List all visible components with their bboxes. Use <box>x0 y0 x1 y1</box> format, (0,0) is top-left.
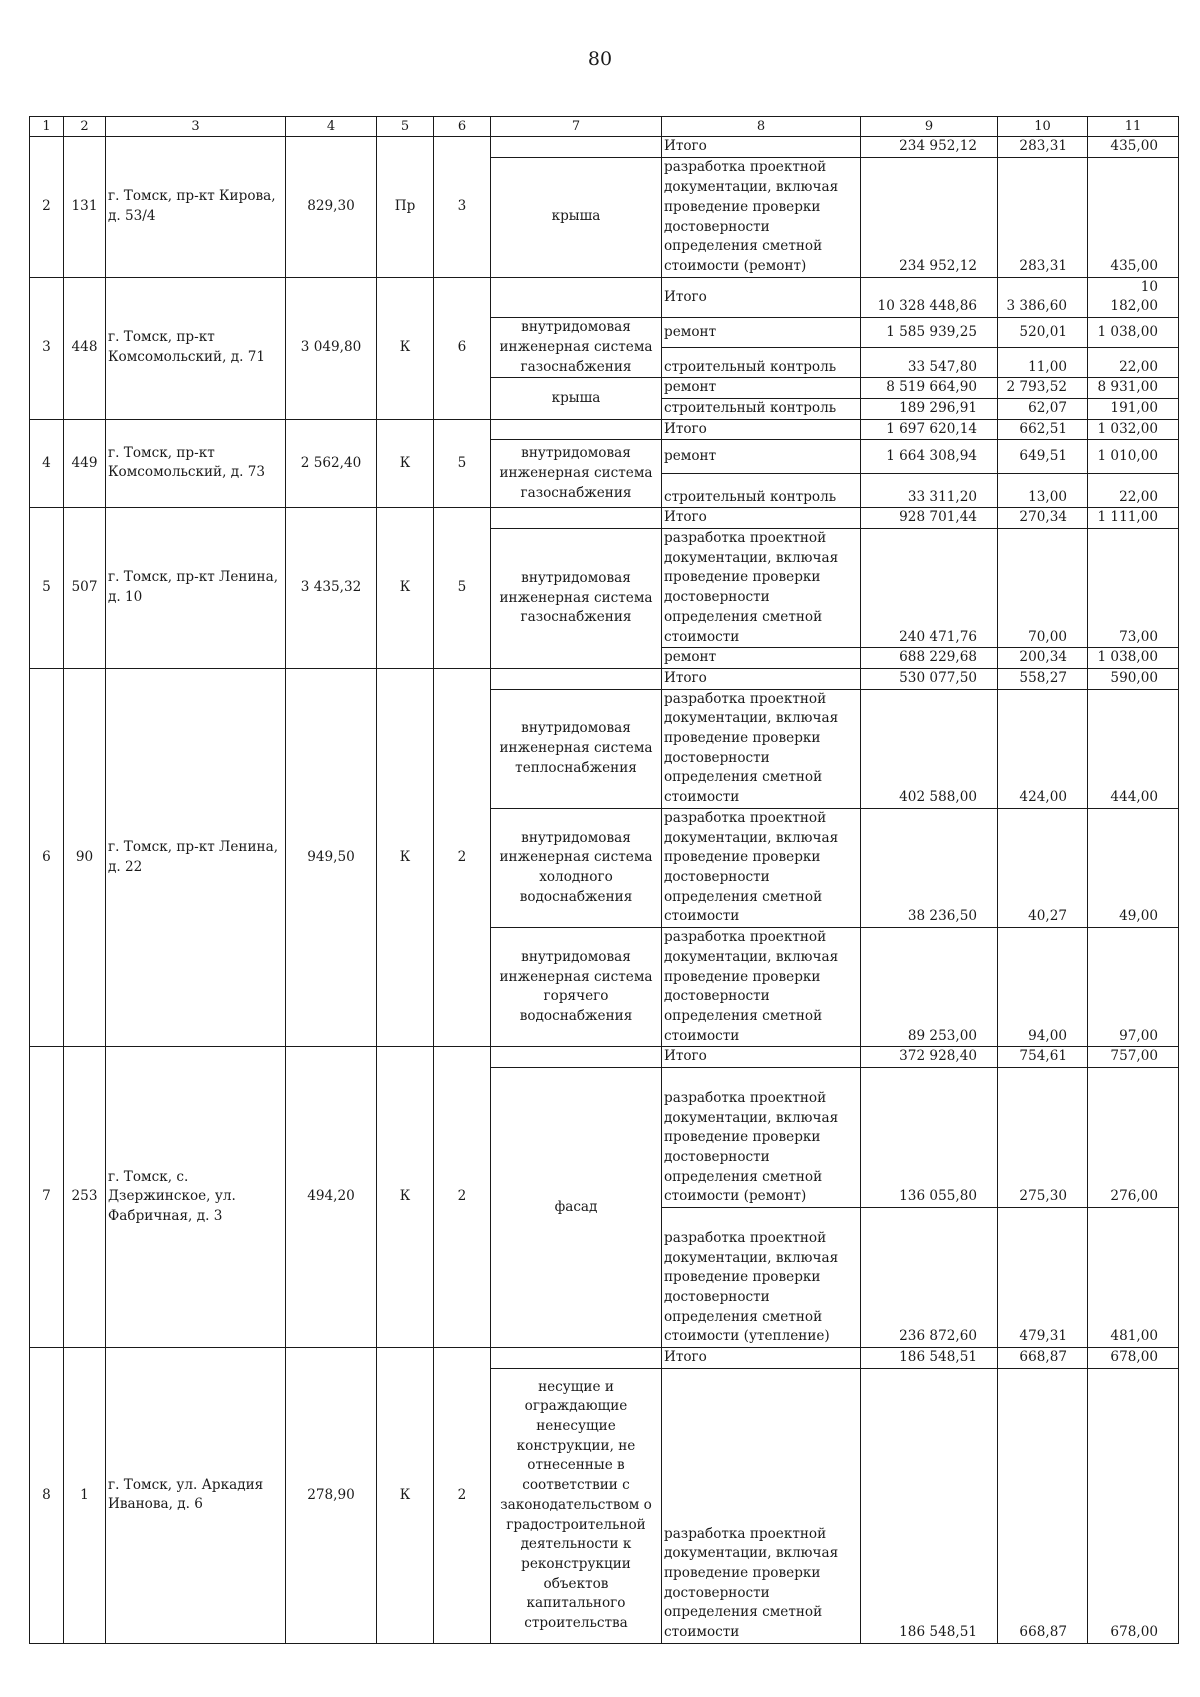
element-cell <box>491 508 662 529</box>
unit-cost: 275,30 <box>998 1068 1088 1208</box>
page-number: 80 <box>587 48 613 70</box>
max-unit-cost: 1 038,00 <box>1088 648 1179 669</box>
work-type: ремонт <box>662 440 861 474</box>
cost: 928 701,44 <box>861 508 998 529</box>
column-number: 9 <box>861 117 998 137</box>
max-unit-cost: 73,00 <box>1088 529 1179 648</box>
cost: 89 253,00 <box>861 928 998 1047</box>
cost: 234 952,12 <box>861 137 998 158</box>
work-type: ремонт <box>662 378 861 399</box>
work-type: разработка проектной документации, включая проведение проверки достоверности определения сметной стоимости <box>662 808 861 927</box>
capital-repair-table <box>29 116 1179 1644</box>
cost: 236 872,60 <box>861 1208 998 1348</box>
max-unit-cost: 276,00 <box>1088 1068 1179 1208</box>
floors: 6 <box>434 277 491 419</box>
row-number: 6 <box>30 668 64 1046</box>
max-unit-cost: 49,00 <box>1088 808 1179 927</box>
max-unit-cost: 22,00 <box>1088 474 1179 508</box>
cost: 688 229,68 <box>861 648 998 669</box>
column-number: 4 <box>286 117 377 137</box>
house-type: К <box>377 508 434 669</box>
total-label: Итого <box>662 277 861 317</box>
work-type: разработка проектной документации, включая проведение проверки достоверности определения сметной стоимости <box>662 928 861 1047</box>
cost: 530 077,50 <box>861 668 998 689</box>
row-number: 5 <box>30 508 64 669</box>
row-number: 7 <box>30 1047 64 1348</box>
floors: 2 <box>434 1047 491 1348</box>
element-cell <box>491 277 662 317</box>
max-unit-cost: 97,00 <box>1088 928 1179 1047</box>
work-type: строительный контроль <box>662 398 861 419</box>
element: внутридомовая инженерная система горячего водоснабжения <box>491 928 662 1047</box>
cost: 189 296,91 <box>861 398 998 419</box>
element: крыша <box>491 378 662 419</box>
total-label: Итого <box>662 1047 861 1068</box>
cost: 136 055,80 <box>861 1068 998 1208</box>
element: внутридомовая инженерная система газоснабжения <box>491 440 662 508</box>
unit-cost: 649,51 <box>998 440 1088 474</box>
house-id: 131 <box>64 137 106 278</box>
unit-cost: 283,31 <box>998 137 1088 158</box>
table-row <box>30 508 1179 529</box>
element: фасад <box>491 1068 662 1348</box>
cost: 8 519 664,90 <box>861 378 998 399</box>
max-unit-cost: 757,00 <box>1088 1047 1179 1068</box>
work-type: разработка проектной документации, включая проведение проверки достоверности определения сметной стоимости (утепление) <box>662 1208 861 1348</box>
cost: 1 585 939,25 <box>861 318 998 348</box>
max-unit-cost: 22,00 <box>1088 348 1179 378</box>
unit-cost: 40,27 <box>998 808 1088 927</box>
work-type: разработка проектной документации, включая проведение проверки достоверности определения сметной стоимости (ремонт) <box>662 1068 861 1208</box>
table-row <box>30 1047 1179 1068</box>
address: г. Томск, пр-кт Кирова, д. 53/4 <box>106 137 286 278</box>
house-id: 253 <box>64 1047 106 1348</box>
element-cell <box>491 1348 662 1369</box>
column-number: 10 <box>998 117 1088 137</box>
unit-cost: 3 386,60 <box>998 277 1088 317</box>
unit-cost: 200,34 <box>998 648 1088 669</box>
area: 494,20 <box>286 1047 377 1348</box>
max-unit-cost: 1 032,00 <box>1088 419 1179 440</box>
unit-cost: 558,27 <box>998 668 1088 689</box>
address: г. Томск, пр-кт Комсомольский, д. 73 <box>106 419 286 508</box>
table-row <box>30 668 1179 689</box>
unit-cost: 270,34 <box>998 508 1088 529</box>
column-number: 6 <box>434 117 491 137</box>
address: г. Томск, с. Дзержинское, ул. Фабричная, д. 3 <box>106 1047 286 1348</box>
unit-cost: 424,00 <box>998 689 1088 808</box>
column-number: 11 <box>1088 117 1179 137</box>
area: 829,30 <box>286 137 377 278</box>
address: г. Томск, ул. Аркадия Иванова, д. 6 <box>106 1348 286 1644</box>
house-type: Пр <box>377 137 434 278</box>
house-id: 449 <box>64 419 106 508</box>
house-type: К <box>377 1348 434 1644</box>
element: несущие и ограждающие ненесущие конструкции, не отнесенные в соответствии с законодательством о градостроительной деятельности к реконструкции объектов капитального строительства <box>491 1368 662 1643</box>
work-type: строительный контроль <box>662 474 861 508</box>
unit-cost: 754,61 <box>998 1047 1088 1068</box>
house-type: К <box>377 277 434 419</box>
work-type: разработка проектной документации, включая проведение проверки достоверности определения сметной стоимости <box>662 1368 861 1643</box>
house-type: К <box>377 668 434 1046</box>
element: внутридомовая инженерная система газоснабжения <box>491 318 662 378</box>
column-number-row <box>30 117 1179 137</box>
table-row <box>30 419 1179 440</box>
element: крыша <box>491 157 662 277</box>
floors: 2 <box>434 1348 491 1644</box>
max-unit-cost: 10 182,00 <box>1088 277 1179 317</box>
house-id: 448 <box>64 277 106 419</box>
house-type: К <box>377 1047 434 1348</box>
element-cell <box>491 137 662 158</box>
house-type: К <box>377 419 434 508</box>
unit-cost: 11,00 <box>998 348 1088 378</box>
unit-cost: 668,87 <box>998 1368 1088 1643</box>
element: внутридомовая инженерная система холодного водоснабжения <box>491 808 662 927</box>
cost: 1 697 620,14 <box>861 419 998 440</box>
work-type: ремонт <box>662 648 861 669</box>
address: г. Томск, пр-кт Комсомольский, д. 71 <box>106 277 286 419</box>
max-unit-cost: 590,00 <box>1088 668 1179 689</box>
element-cell <box>491 419 662 440</box>
floors: 5 <box>434 508 491 669</box>
unit-cost: 13,00 <box>998 474 1088 508</box>
area: 3 049,80 <box>286 277 377 419</box>
max-unit-cost: 678,00 <box>1088 1348 1179 1369</box>
cost: 240 471,76 <box>861 529 998 648</box>
total-label: Итого <box>662 1348 861 1369</box>
max-unit-cost: 1 111,00 <box>1088 508 1179 529</box>
max-unit-cost: 1 010,00 <box>1088 440 1179 474</box>
work-type: разработка проектной документации, включая проведение проверки достоверности определения сметной стоимости <box>662 689 861 808</box>
column-number: 7 <box>491 117 662 137</box>
table-row <box>30 277 1179 317</box>
unit-cost: 2 793,52 <box>998 378 1088 399</box>
element-cell <box>491 1047 662 1068</box>
element: внутридомовая инженерная система газоснабжения <box>491 529 662 669</box>
row-number: 8 <box>30 1348 64 1644</box>
work-type: ремонт <box>662 318 861 348</box>
column-number: 8 <box>662 117 861 137</box>
cost: 1 664 308,94 <box>861 440 998 474</box>
total-label: Итого <box>662 668 861 689</box>
max-unit-cost: 678,00 <box>1088 1368 1179 1643</box>
unit-cost: 479,31 <box>998 1208 1088 1348</box>
cost: 10 328 448,86 <box>861 277 998 317</box>
unit-cost: 662,51 <box>998 419 1088 440</box>
cost: 33 311,20 <box>861 474 998 508</box>
column-number: 5 <box>377 117 434 137</box>
floors: 2 <box>434 668 491 1046</box>
work-type: строительный контроль <box>662 348 861 378</box>
total-label: Итого <box>662 137 861 158</box>
table-row <box>30 137 1179 158</box>
column-number: 3 <box>106 117 286 137</box>
cost: 234 952,12 <box>861 157 998 277</box>
address: г. Томск, пр-кт Ленина, д. 10 <box>106 508 286 669</box>
max-unit-cost: 191,00 <box>1088 398 1179 419</box>
element: внутридомовая инженерная система теплоснабжения <box>491 689 662 808</box>
total-label: Итого <box>662 419 861 440</box>
cost: 38 236,50 <box>861 808 998 927</box>
max-unit-cost: 481,00 <box>1088 1208 1179 1348</box>
cost: 372 928,40 <box>861 1047 998 1068</box>
table-row <box>30 1348 1179 1369</box>
element-cell <box>491 668 662 689</box>
work-type: разработка проектной документации, включая проведение проверки достоверности определения сметной стоимости (ремонт) <box>662 157 861 277</box>
row-number: 4 <box>30 419 64 508</box>
cost: 402 588,00 <box>861 689 998 808</box>
unit-cost: 70,00 <box>998 529 1088 648</box>
work-type: разработка проектной документации, включая проведение проверки достоверности определения сметной стоимости <box>662 529 861 648</box>
floors: 3 <box>434 137 491 278</box>
address: г. Томск, пр-кт Ленина, д. 22 <box>106 668 286 1046</box>
cost: 186 548,51 <box>861 1348 998 1369</box>
total-label: Итого <box>662 508 861 529</box>
unit-cost: 283,31 <box>998 157 1088 277</box>
unit-cost: 668,87 <box>998 1348 1088 1369</box>
unit-cost: 94,00 <box>998 928 1088 1047</box>
area: 2 562,40 <box>286 419 377 508</box>
area: 3 435,32 <box>286 508 377 669</box>
house-id: 90 <box>64 668 106 1046</box>
column-number: 1 <box>30 117 64 137</box>
floors: 5 <box>434 419 491 508</box>
unit-cost: 62,07 <box>998 398 1088 419</box>
house-id: 507 <box>64 508 106 669</box>
area: 278,90 <box>286 1348 377 1644</box>
max-unit-cost: 435,00 <box>1088 137 1179 158</box>
max-unit-cost: 1 038,00 <box>1088 318 1179 348</box>
area: 949,50 <box>286 668 377 1046</box>
row-number: 2 <box>30 137 64 278</box>
cost: 186 548,51 <box>861 1368 998 1643</box>
cost: 33 547,80 <box>861 348 998 378</box>
max-unit-cost: 8 931,00 <box>1088 378 1179 399</box>
max-unit-cost: 444,00 <box>1088 689 1179 808</box>
row-number: 3 <box>30 277 64 419</box>
unit-cost: 520,01 <box>998 318 1088 348</box>
house-id: 1 <box>64 1348 106 1644</box>
column-number: 2 <box>64 117 106 137</box>
max-unit-cost: 435,00 <box>1088 157 1179 277</box>
